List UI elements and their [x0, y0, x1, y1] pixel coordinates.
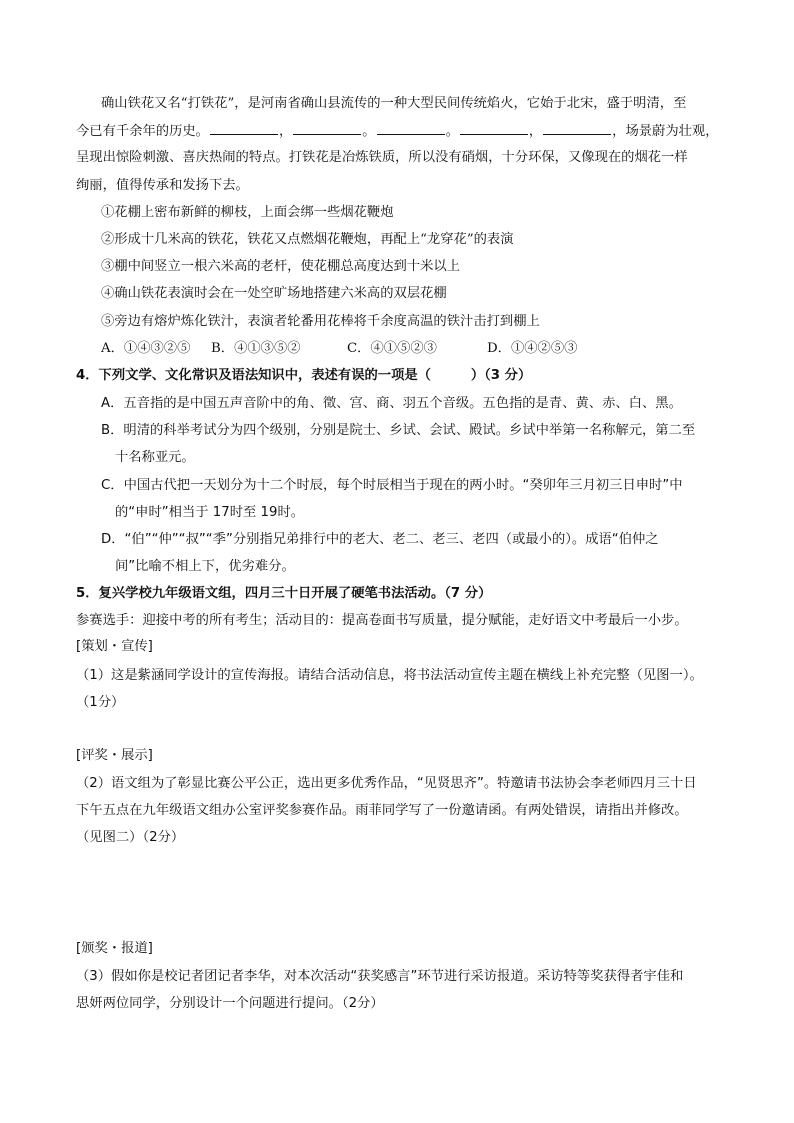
subquestion-1-line-2: （1分）: [76, 695, 125, 710]
sentence-item-3: ③棚中间竖立一根六米高的老杆，使花棚总高度达到十米以上: [101, 259, 461, 274]
answer-blank-4[interactable]: [460, 122, 528, 135]
subquestion-1-line-1: （1）这是紫涵同学设计的宣传海报。请结合活动信息，将书法活动宣传主题在横线上补充完整（见图一）。: [76, 668, 703, 683]
subquestion-3-line-2: 思妍两位同学，分别设计一个问题进行提问。（2分）: [76, 996, 384, 1011]
option-d: D．①④②⑤③: [487, 341, 578, 356]
question-4-option-c-line-1: C．中国古代把一天划分为十二个时辰，每个时辰相当于现在的两小时。“癸卯年三月初三日申时”中: [101, 478, 683, 493]
question-5-intro: 参赛选手：迎接中考的所有考生；活动目的：提高卷面书写质量，提分赋能，走好语文中考最后一小步。: [76, 613, 688, 628]
sentence-item-4: ④确山铁花表演时会在一处空旷场地搭建六米高的双层花棚: [101, 286, 447, 301]
question-4-stem: 4．下列文学、文化常识及语法知识中，表述有误的一项是（ ）（3 分）: [76, 368, 532, 383]
sentence-item-2: ②形成十几米高的铁花，铁花又点燃烟花鞭炮，再配上“龙穿花”的表演: [101, 232, 514, 247]
blank-separator-1: ，: [278, 124, 293, 139]
question-4-option-a: A．五音指的是中国五声音阶中的角、徵、宫、商、羽五个音级。五色指的是青、黄、赤、白、黑。: [101, 396, 682, 411]
passage-line-2: [76, 122, 719, 141]
question-4-option-d-line-2: 间”比喻不相上下，优劣难分。: [115, 559, 295, 574]
option-b: B．④①③⑤②: [211, 341, 301, 356]
passage-line-4: 绚丽，值得传承和发扬下去。: [76, 178, 249, 193]
passage-line-1: 确山铁花又名“打铁花”，是河南省确山县流传的一种大型民间传统焰火，它始于北宋，盛于明清，至: [101, 96, 687, 111]
subquestion-2-line-2: 下午五点在九年级语文组办公室评奖参赛作品。雨菲同学写了一份邀请函。有两处错误，请指出并修改。: [76, 803, 688, 818]
sentence-item-5: ⑤旁边有熔炉炼化铁汁，表演者轮番用花棒将千余度高温的铁汁击打到棚上: [101, 314, 540, 329]
section-heading-award: [评奖・展示]: [76, 748, 153, 763]
answer-blank-2[interactable]: [293, 122, 361, 135]
sentence-item-1: ①花棚上密布新鲜的柳枝，上面会绑一些烟花鞭炮: [101, 205, 394, 220]
subquestion-3-line-1: （3）假如你是校记者团记者李华，对本次活动“获奖感言”环节进行采访报道。采访特等奖获得者宇佳和: [76, 969, 684, 984]
blank-separator-3: 。: [445, 124, 459, 139]
question-4-option-b-line-2: 十名称亚元。: [115, 450, 195, 465]
passage-line-3: 呈现出惊险刺激、喜庆热闹的特点。打铁花是冶炼铁质，所以没有硝烟，十分环保，又像现在的烟花一样: [76, 150, 688, 165]
option-c: C．④①⑤②③: [347, 341, 437, 356]
question-4-option-d-line-1: D．“伯”“仲”“叔”“季”分别指兄弟排行中的老大、老二、老三、老四（或最小的）。成语“伯仲之: [101, 532, 659, 547]
section-heading-plan: [策划・宣传]: [76, 639, 153, 654]
blank-separator-2: 。: [362, 124, 376, 139]
question-4-option-b-line-1: B．明清的科举考试分为四个级别，分别是院士、乡试、会试、殿试。乡试中举第一名称解元，第二至: [101, 423, 696, 438]
subquestion-2-line-3: （见图二）（2分）: [76, 830, 185, 845]
option-a: A．①④③②⑤: [101, 341, 191, 356]
question-4-option-c-line-2: 的“申时”相当于 17时至 19时。: [115, 505, 305, 520]
blank-separator-4: ，: [528, 124, 543, 139]
answer-blank-1[interactable]: [210, 122, 278, 135]
answer-blank-3[interactable]: [377, 122, 445, 135]
passage-line-2-text: 今已有千余年的历史。: [76, 124, 209, 139]
subquestion-2-line-1: （2）语文组为了彰显比赛公平公正，选出更多优秀作品，“见贤思齐”。特邀请书法协会李老师四月三十日: [76, 776, 697, 791]
section-heading-report: [颁奖・报道]: [76, 941, 153, 956]
question-5-stem: 5．复兴学校九年级语文组，四月三十日开展了硬笔书法活动。（7 分）: [76, 586, 492, 601]
answer-blank-5[interactable]: [543, 122, 611, 135]
blank-separator-5: ，场景蔚为壮观，: [612, 124, 719, 139]
